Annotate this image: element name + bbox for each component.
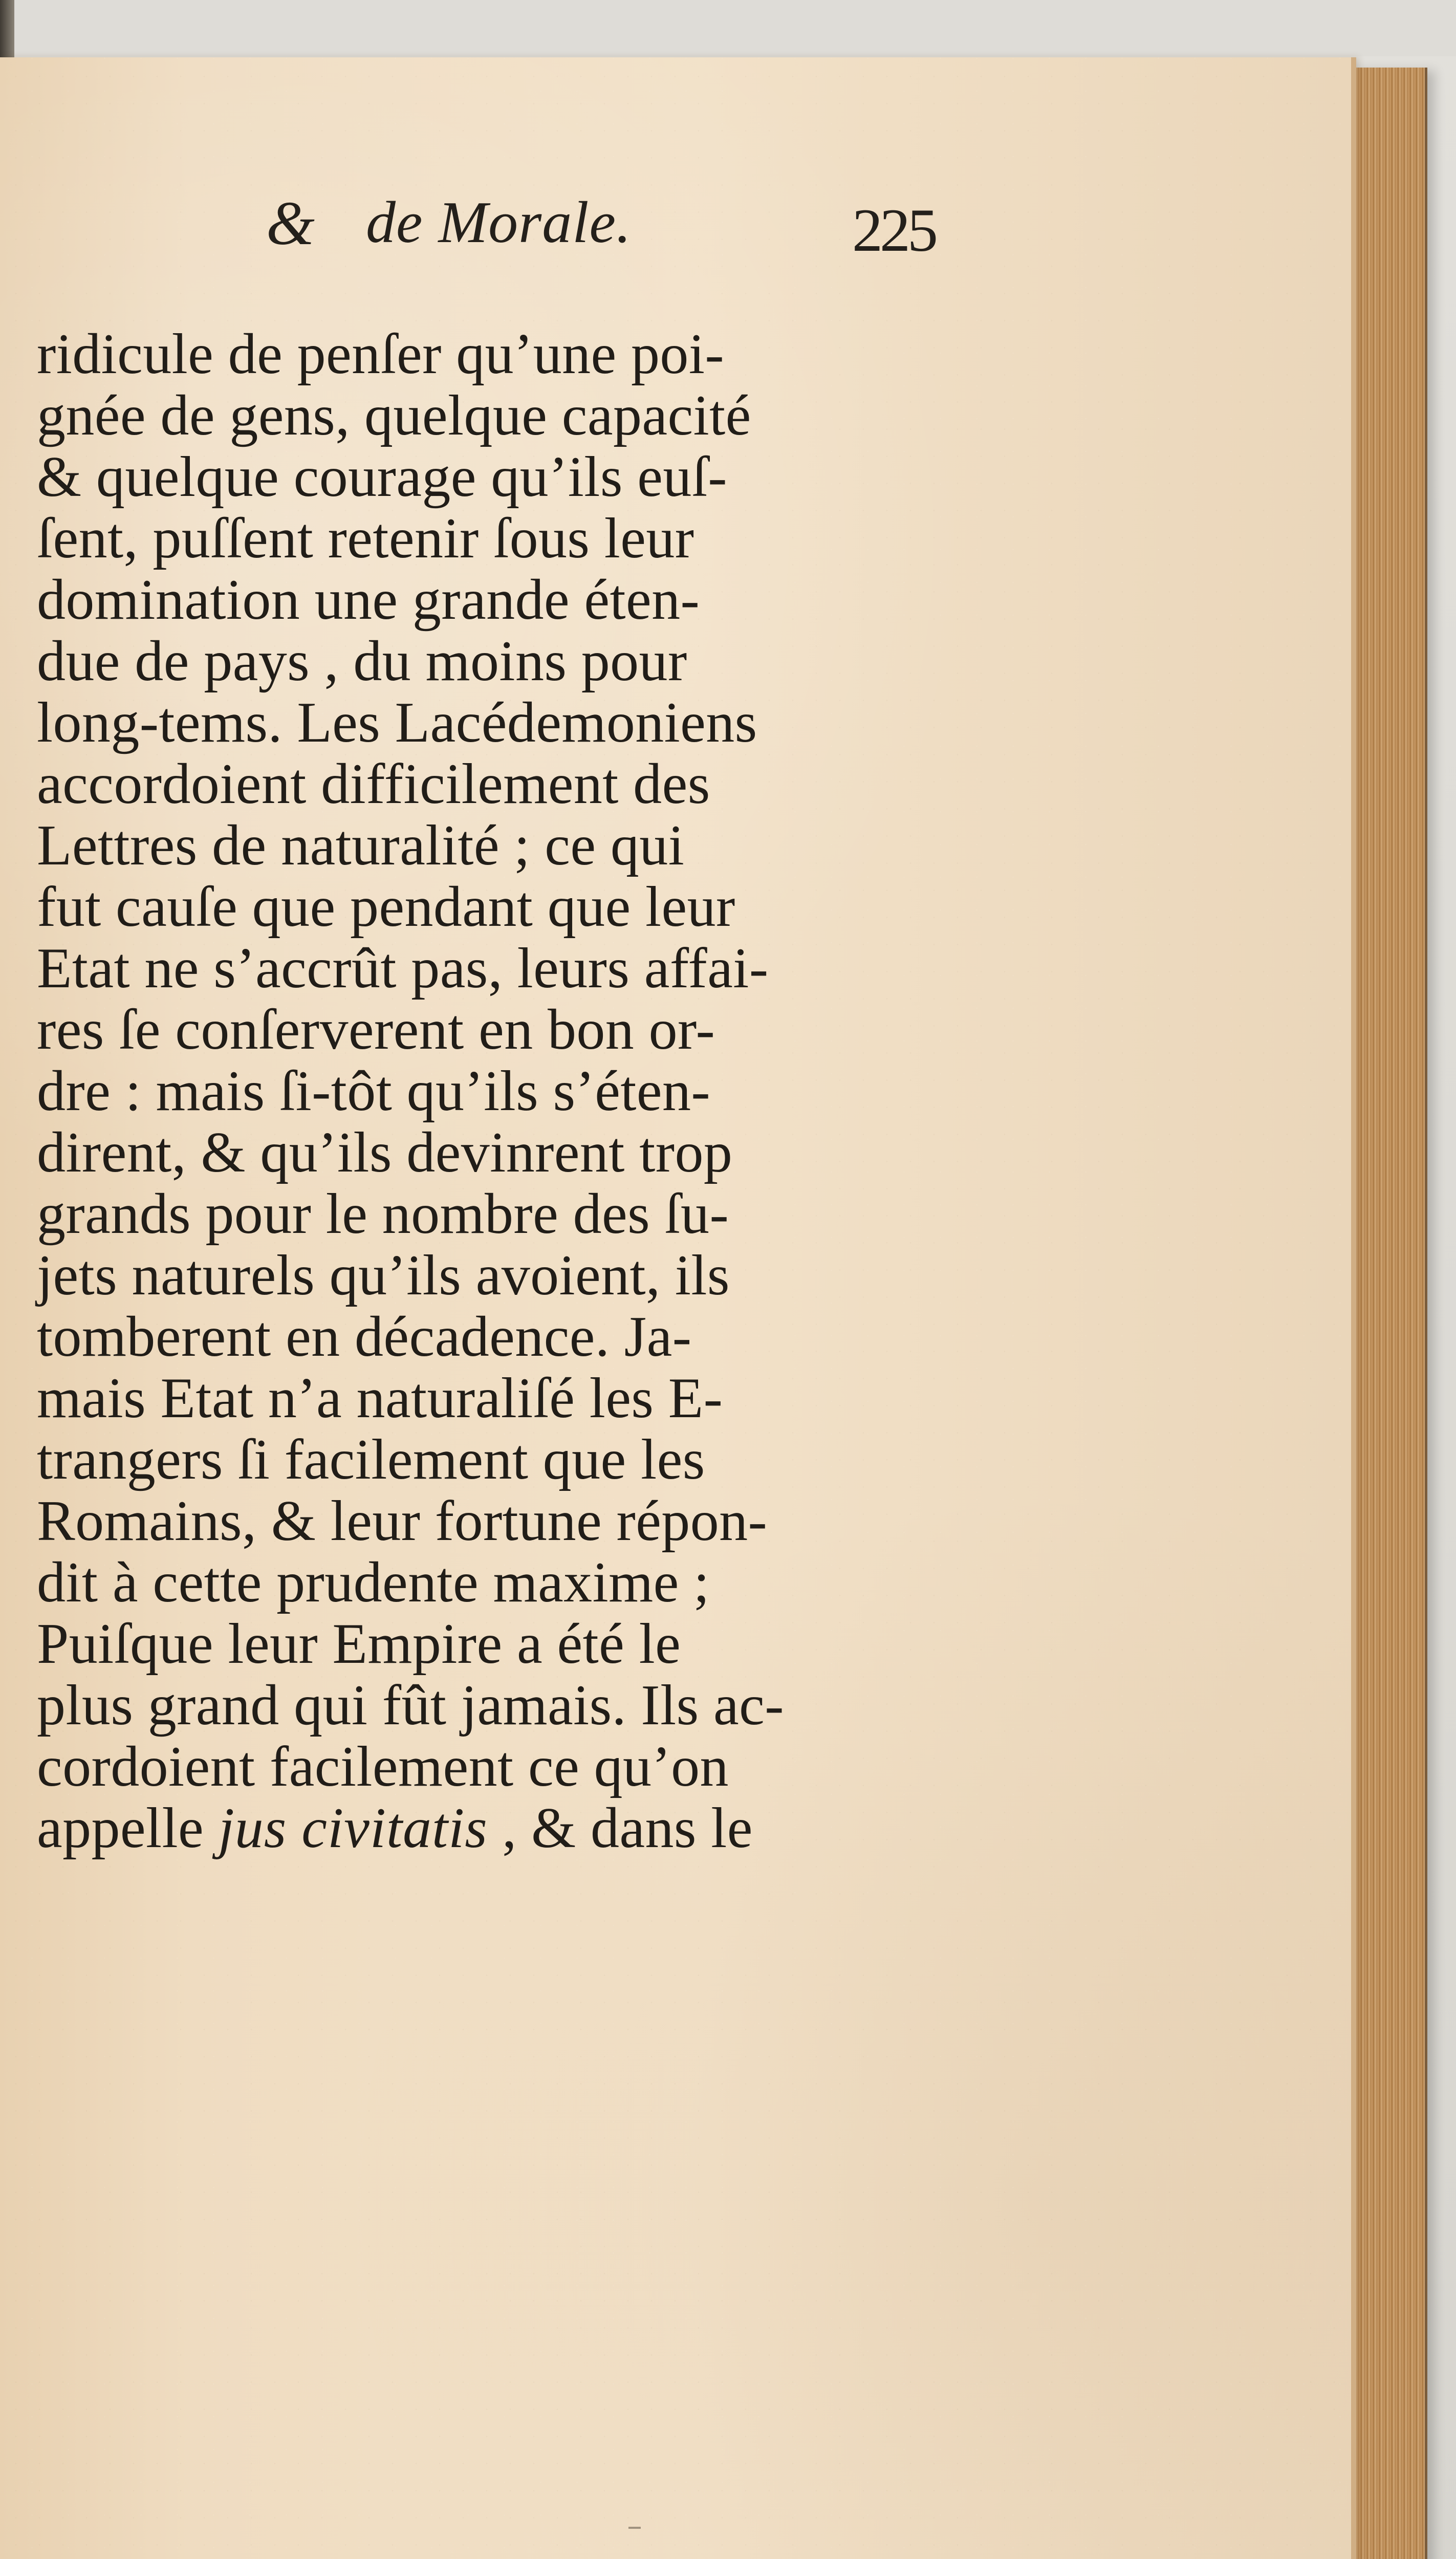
text-line-8: accordoient difficilement des: [37, 752, 710, 816]
small-page-mark: [628, 2527, 641, 2529]
running-head-ampersand: &: [266, 189, 313, 258]
text-line-13: dre : mais ſi-tôt qu’ils s’éten-: [37, 1059, 711, 1123]
text-line-11: Etat ne s’accrût pas, leurs affai-: [37, 937, 769, 1000]
text-line-25-before-italic: appelle: [37, 1796, 219, 1860]
text-line-2: gnée de gens, quelque capacité: [37, 384, 751, 447]
top-scan-background: [0, 0, 1456, 56]
latin-term-jus-civitatis: jus civitatis: [218, 1796, 488, 1860]
text-line-23: plus grand qui fût jamais. Ils ac-: [37, 1674, 784, 1737]
text-line-10: fut cauſe que pendant que leur: [37, 875, 735, 939]
text-line-12: res ſe conſerverent en bon or-: [37, 998, 715, 1061]
running-head: [266, 178, 1039, 270]
text-line-9: Lettres de naturalité ; ce qui: [37, 814, 685, 877]
text-line-25-after-italic: , & dans le: [487, 1796, 753, 1860]
main-text-block: [37, 323, 989, 1859]
text-line-1: ridicule de penſer qu’une poi-: [37, 322, 725, 386]
text-line-18: mais Etat n’a naturaliſé les E-: [37, 1367, 723, 1430]
text-line-5: domination une grande éten-: [37, 568, 700, 632]
text-line-22: Puiſque leur Empire a été le: [37, 1612, 681, 1676]
text-line-14: dirent, & qu’ils devinrent trop: [37, 1121, 733, 1184]
text-line-7: long-tems. Les Lacédemoniens: [37, 691, 757, 754]
text-line-16: jets naturels qu’ils avoient, ils: [37, 1244, 730, 1307]
text-line-6: due de pays , du moins pour: [37, 630, 687, 693]
text-line-21: dit à cette prudente maxime ;: [37, 1551, 710, 1614]
text-line-20: Romains, & leur fortune répon-: [37, 1489, 768, 1553]
page-number: 225: [852, 196, 935, 264]
text-line-17: tomberent en décadence. Ja-: [37, 1305, 692, 1369]
text-line-3: & quelque courage qu’ils euſ-: [37, 445, 727, 509]
paper-page: [0, 57, 1356, 2559]
text-line-15: grands pour le nombre des ſu-: [37, 1182, 729, 1246]
running-head-title: de Morale.: [366, 190, 632, 255]
text-line-4: ſent, puſſent retenir ſous leur: [37, 507, 694, 570]
text-line-19: trangers ſi facilement que les: [37, 1428, 705, 1491]
text-line-25: [37, 1797, 989, 1859]
text-line-24: cordoient facilement ce qu’on: [37, 1735, 729, 1798]
